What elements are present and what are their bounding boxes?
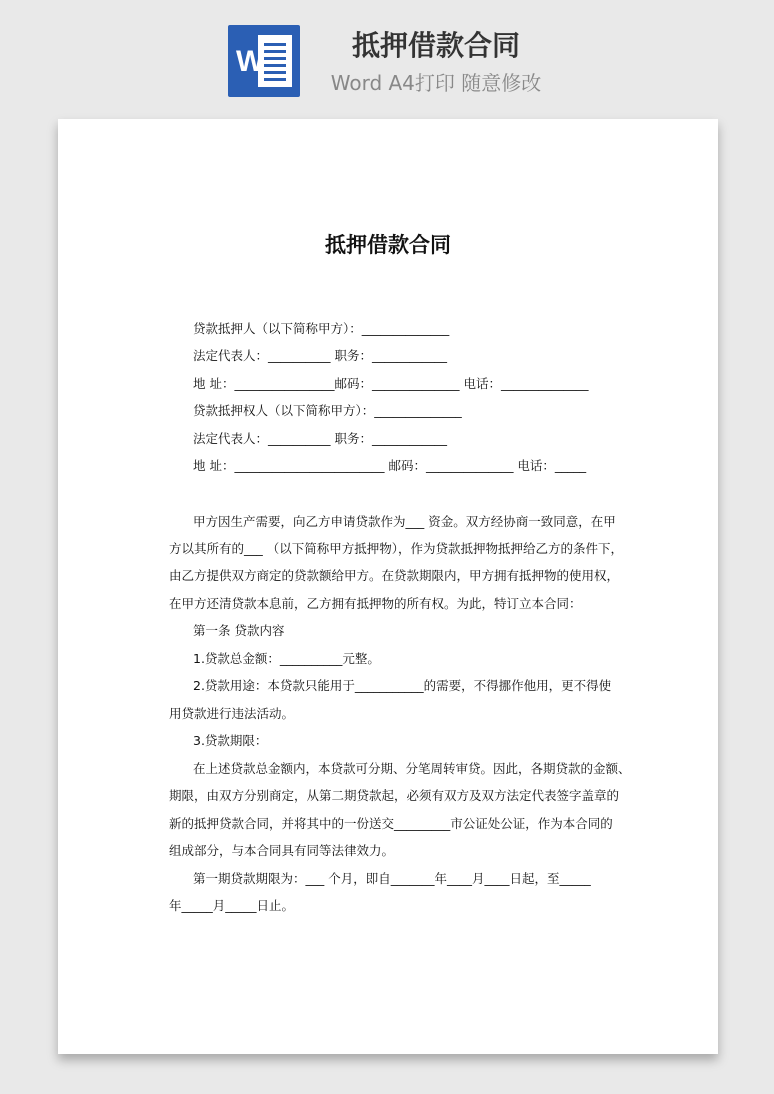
document-page xyxy=(58,119,718,1054)
doc-line: 甲方因生产需要，向乙方申请贷款作为___ 资金。双方经协商一致同意，在甲 xyxy=(193,514,616,529)
doc-line: 期限，由双方分别商定，从第二期贷款起，必须有双方及双方法定代表签字盖章的 xyxy=(169,788,620,803)
doc-line: 组成部分，与本合同具有同等法律效力。 xyxy=(169,843,395,858)
doc-line: 法定代表人：__________ 职务：____________ xyxy=(193,348,447,363)
word-icon xyxy=(228,25,300,97)
doc-line: 新的抵押贷款合同，并将其中的一份送交_________市公证处公证，作为本合同的 xyxy=(169,816,613,831)
doc-line: 用贷款进行违法活动。 xyxy=(169,706,295,721)
doc-line: 方以其所有的___ （以下简称甲方抵押物），作为贷款抵押物抵押给乙方的条件下， xyxy=(169,541,623,556)
header-subtitle: Word A4打印 随意修改 xyxy=(330,71,542,95)
page-header xyxy=(0,0,774,118)
doc-line: 第一条 贷款内容 xyxy=(193,623,285,638)
doc-line: 1.贷款总金额：__________元整。 xyxy=(193,651,380,666)
doc-line: 贷款抵押人（以下简称甲方）：______________ xyxy=(193,321,450,336)
doc-line: 3.贷款期限： xyxy=(193,733,268,748)
doc-line: 地 址：________________________ 邮码：______________ 电话：_____ xyxy=(193,458,587,473)
doc-line: 法定代表人：__________ 职务：____________ xyxy=(193,431,447,446)
doc-line: 年_____月_____日止。 xyxy=(169,898,295,913)
doc-line: 由乙方提供双方商定的贷款额给甲方。在贷款期限内，甲方拥有抵押物的使用权， xyxy=(169,568,620,583)
header-title: 抵押借款合同 xyxy=(351,29,520,62)
doc-line: 2.贷款用途：本贷款只能用于___________的需要，不得挪作他用，更不得使 xyxy=(193,678,612,693)
document-title: 抵押借款合同 xyxy=(325,233,451,257)
doc-line: 贷款抵押权人（以下简称甲方）：______________ xyxy=(193,403,462,418)
doc-line: 在甲方还清贷款本息前，乙方拥有抵押物的所有权。为此，特订立本合同： xyxy=(169,596,582,611)
word-letter: W xyxy=(236,45,265,78)
doc-line: 在上述贷款总金额内，本贷款可分期、分笔周转审贷。因此，各期贷款的金额、 xyxy=(193,761,631,776)
doc-line: 地 址：________________邮码：______________ 电话：______________ xyxy=(193,376,589,391)
doc-line: 第一期贷款期限为：___ 个月，即自_______年____月____日起，至_____ xyxy=(193,871,591,886)
